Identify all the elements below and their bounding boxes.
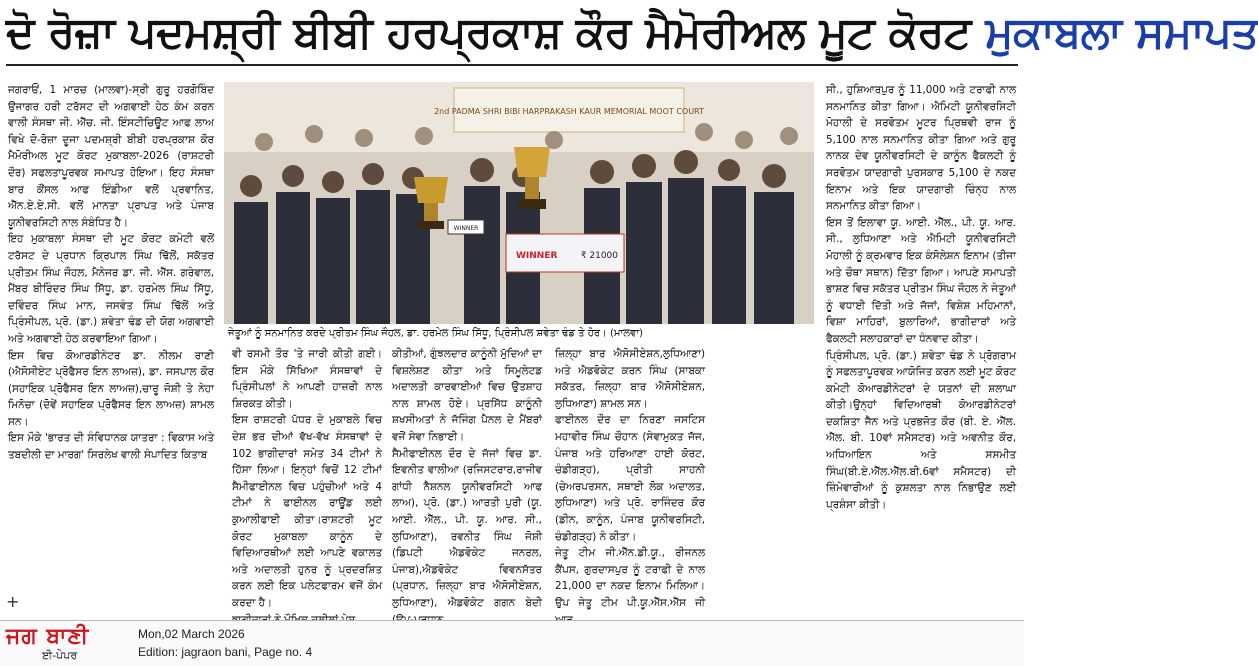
headline-main: ਦੋ ਰੋਜ਼ਾ ਪਦਮਸ਼੍ਰੀ ਬੀਬੀ ਹਰਪ੍ਰਕਾਸ਼ ਕੌਰ ਮੈਮੋਰੀਅਲ ਮੂਟ ਕੋਰਟ [6,8,986,58]
trophy-plate: WINNER [453,225,479,232]
headline-rule [6,64,1018,66]
paragraph: ਸੈਮੀਫਾਈਨਲ ਦੌਰ ਦੇ ਜੱਜਾਂ ਵਿਚ ਡਾ. ਇਵਨੀਤ ਵਾਲੀਆ (ਰਜਿਸਟਰਾਰ,ਰਾਜੀਵ ਗਾਂਧੀ ਨੈਸ਼ਨਲ ਯੂਨੀਵਰਸਿਟੀ ਆਫ ਲਾਅ), ਪ੍ਰੋ. (ਡਾ.) ਆਰਤੀ ਪੁਰੀ (ਯੂ. ਆਈ. ਐੱਲ., ਪੀ. ਯੂ. ਆਰ. ਸੀ., ਲੁਧਿਆਣਾ), ਰਵਨੀਤ ਸਿੰਘ ਜੋਸ਼ੀ (ਡਿਪਟੀ ਐਡਵੋਕੇਟ ਜਨਰਲ, ਪੰਜਾਬ),ਐਡਵੋਕੇਟ ਵਿਵਨਸੱਤਰ (ਪ੍ਰਧਾਨ, ਜ਼ਿਲ੍ਹਾ ਬਾਰ ਐਸੋਸੀਏਸ਼ਨ, ਲੁਧਿਆਣਾ), ਐਡਵੋਕੇਟ ਗਗਨ ਬੇਦੀ [392,447,542,609]
photo-caption: ਜੇਤੂਆਂ ਨੂੰ ਸਨਮਾਨਿਤ ਕਰਦੇ ਪ੍ਰੀਤਮ ਸਿੰਘ ਜੌਹਲ, ਡਾ. ਹਰਮੇਲ ਸਿੰਘ ਸਿੱਧੂ, ਪ੍ਰਿੰਸੀਪਲ ਸ਼ਵੇਤਾ ਢੰਡ ਤੇ ਹੋਰ। (ਮਾਲਵਾ) [228,328,644,339]
headline [6,4,1258,62]
edition-info: Edition: jagraon bani, Page no. 4 [138,645,313,659]
paragraph: ਇਸ ਰਾਸ਼ਟਰੀ ਪੱਧਰ ਦੇ ਮੁਕਾਬਲੇ ਵਿਚ ਦੇਸ਼ ਭਰ ਦੀਆਂ ਵੱਖ-ਵੱਖ ਸੰਸਥਾਵਾਂ ਦੇ 102 ਭਾਗੀਦਾਰਾਂ ਸਮੇਤ 34 ਟੀਮਾਂ ਨੇ ਹਿੱਸਾ ਲਿਆ। ਇਨ੍ਹਾਂ ਵਿਚੋਂ 12 ਟੀਮਾਂ ਸੈਮੀਫਾਈਨਲ ਵਿਚ ਪਹੁੰਚੀਆਂ ਅਤੇ 4 ਟੀਮਾਂ ਨੇ ਫਾਈਨਲ ਰਾਊਂਡ ਲਈ ਕੁਆਲੀਫਾਈ ਕੀਤਾ।ਰਾਸ਼ਟਰੀ ਮੂਟ ਕੋਰਟ ਮੁਕਾਬਲਾ ਕਾਨੂੰਨ ਦੇ ਵਿਦਿਆਰਥੀਆਂ ਲਈ ਆਪਣੇ ਵਕਾਲਤ ਅਤੇ ਅਦਾਲਤੀ ਹੁਨਰ ਨੂੰ ਪ੍ਰਦਰਸ਼ਿਤ ਕਰਨ ਲਈ ਇਕ ਪਲੇਟਫਾਰਮ ਵਜੋਂ ਕੰਮ ਕਰਦਾ ਹੈ। [232,414,382,609]
banner-text: 2nd PADMA SHRI BIBI HARPRAKASH KAUR MEMORIAL MOOT COURT [434,107,704,116]
paragraph: ਇਸ ਤੋਂ ਇਲਾਵਾ ਯੂ. ਆਈ. ਐੱਲ., ਪੀ. ਯੂ. ਆਰ. ਸੀ., ਲੁਧਿਆਣਾ ਅਤੇ ਐਮਿਟੀ ਯੂਨੀਵਰਸਿਟੀ ਮੋਹਾਲੀ ਨੂੰ ਕ੍ਰਮਵਾਰ ਇਕ ਕੰਸੋਲੇਸ਼ਨ ਇਨਾਮ (ਤੀਜਾ ਅਤੇ ਚੌਥਾ ਸਥਾਨ) ਦਿੱਤਾ ਗਿਆ। ਆਪਣੇ ਸਮਾਪਤੀ ਭਾਸ਼ਣ ਵਿਚ ਸਕੱਤਰ ਪ੍ਰੀਤਮ ਸਿੰਘ ਜੌਹਲ ਨੇ ਜੇਤੂਆਂ ਨੂੰ ਵਧਾਈ ਦਿੱਤੀ ਅਤੇ ਜੱਜਾਂ, ਵਿਸ਼ੇਸ਼ ਮਹਿਮਾਨਾਂ, ਵਿਸ਼ਾ ਮਾਹਿਰਾਂ, ਬੁਲਾਰਿਆਂ, ਭਾਗੀਦਾਰਾਂ ਅਤੇ ਫੈਕਲਟੀ ਸਲਾਹਕਾਰਾਂ ਦਾ ਧੰਨਵਾਦ ਕੀਤਾ। [826,216,1016,345]
article-column-2 [232,346,382,614]
cheque-label: WINNER [516,251,558,261]
paragraph: ਕੀਤੀਆਂ, ਗੁੰਝਲਦਾਰ ਕਾਨੂੰਨੀ ਮੁੱਦਿਆਂ ਦਾ ਵਿਸ਼ਲੇਸ਼ਣ ਕੀਤਾ ਅਤੇ ਸਿਮੂਲੇਟਡ ਅਦਾਲਤੀ ਕਾਰਵਾਈਆਂ ਵਿਚ ਉਤਸ਼ਾਹ ਨਾਲ ਸ਼ਾਮਲ ਹੋਏ। ਪ੍ਰਸਿੱਧ ਕਾਨੂੰਨੀ ਸ਼ਖਸੀਅਤਾਂ ਨੇ ਜੱਜਿੰਗ ਪੈਨਲ ਦੇ ਮੈਂਬਰਾਂ ਵਜੋਂ ਸੇਵਾ ਨਿਭਾਈ। [392,348,542,443]
event-photo [224,82,814,324]
paragraph: ਇਸ ਵਿਚ ਕੋਆਰਡੀਨੇਟਰ ਡਾ. ਨੀਲਮ ਰਾਣੀ (ਐਸੋਸੀਏਟ ਪ੍ਰੋਫੈਸਰ ਇਨ ਲਾਅਜ਼), ਡਾ. ਜਸਪਾਲ ਕੌਰ (ਸਹਾਇਕ ਪ੍ਰੋਫੈਸਰ ਇਨ ਲਾਅਜ਼),ਚਾਰੂ ਜੋਸ਼ੀ ਤੇ ਨੇਹਾ ਮਿਨੋਚਾ (ਦੋਵੇਂ ਸਹਾਇਕ ਪ੍ਰੋਫੈਸਰ ਇਨ ਲਾਅਜ਼) ਸ਼ਾਮਲ ਸਨ। [8,349,214,428]
paragraph: ਇਸ ਮੌਕੇ 'ਭਾਰਤ ਦੀ ਸੰਵਿਧਾਨਕ ਯਾਤਰਾ : ਵਿਕਾਸ ਅਤੇ ਤਬਦੀਲੀ ਦਾ ਮਾਰਗ' ਸਿਰਲੇਖ ਵਾਲੀ ਸੰਪਾਦਿਤ ਕਿਤਾਬ [8,432,214,462]
paragraph: ਜ਼ਿਲ੍ਹਾ ਬਾਰ ਐਸੋਸੀਏਸ਼ਨ,ਲੁਧਿਆਣਾ) ਅਤੇ ਐਡਵੋਕੇਟ ਕਰਨ ਸਿੰਘ (ਸਾਬਕਾ ਸਕੱਤਰ, ਜ਼ਿਲ੍ਹਾ ਬਾਰ ਐਸੋਸੀਏਸ਼ਨ, ਲੁਧਿਆਣਾ) ਸ਼ਾਮਲ ਸਨ। [555,348,705,410]
paragraph: ਸੀ., ਹੁਸ਼ਿਆਰਪੁਰ ਨੂੰ 11,000 ਅਤੇ ਟਰਾਫੀ ਨਾਲ ਸਨਮਾਨਿਤ ਕੀਤਾ ਗਿਆ। ਐਮਿਟੀ ਯੂਨੀਵਰਸਿਟੀ ਮੋਹਾਲੀ ਦੇ ਸਰਵੋਤਮ ਮੂਟਰ ਪ੍ਰਿਥਵੀ ਰਾਜ ਨੂੰ 5,100 ਨਾਲ ਸਨਮਾਨਿਤ ਕੀਤਾ ਗਿਆ ਅਤੇ ਗੁਰੂ ਨਾਨਕ ਦੇਵ ਯੂਨੀਵਰਸਿਟੀ ਦੇ ਕਾਨੂੰਨ ਫੈਕਲਟੀ ਨੂੰ ਸਰਵੋਤਮ ਯਾਦਗਾਰੀ ਪੁਰਸਕਾਰ 5,100 ਦੇ ਨਕਦ ਇਨਾਮ ਅਤੇ ਇਕ ਯਾਦਗਾਰੀ ਚਿੰਨ੍ਹ ਨਾਲ ਸਨਮਾਨਿਤ ਕੀਤਾ ਗਿਆ। [826,84,1016,213]
paragraph: ਫਾਈਨਲ ਦੌਰ ਦਾ ਨਿਰਣਾ ਜਸਟਿਸ ਮਹਾਵੀਰ ਸਿੰਘ ਚੌਹਾਨ (ਸੇਵਾਮੁਕਤ ਜੱਜ, ਪੰਜਾਬ ਅਤੇ ਹਰਿਆਣਾ ਹਾਈ ਕੋਰਟ, ਚੰਡੀਗੜ੍ਹ), ਪ੍ਰੀਤੀ ਸਾਹਨੀ (ਚੇਅਰਪਰਸਨ, ਸਥਾਈ ਲੋਕ ਅਦਾਲਤ, ਲੁਧਿਆਣਾ) ਅਤੇ ਪ੍ਰੋ. ਰਾਜਿੰਦਰ ਕੌਰ (ਡੀਨ, ਕਾਨੂੰਨ, ਪੰਜਾਬ ਯੂਨੀਵਰਸਿਟੀ, ਚੰਡੀਗੜ੍ਹ) ਨੇ ਕੀਤਾ। [555,414,705,543]
article-column-4 [555,346,705,614]
photo-illustration [224,82,814,324]
paragraph: ਜੇਤੂ ਟੀਮ ਜੀ.ਐੱਨ.ਡੀ.ਯੂ., ਰੀਜਨਲ ਕੈਂਪਸ, ਗੁਰਦਾਸਪੁਰ ਨੂੰ ਟਰਾਫੀ ਦੇ ਨਾਲ 21,000 ਦਾ ਨਕਦ ਇਨਾਮ ਮਿਲਿਆ। ਉਪ ਜੇਤੂ ਟੀਮ ਪੀ.ਯੂ.ਐੱਸ.ਐੱਸ ਜੀ [555,547,705,609]
article-column-3 [392,346,542,614]
crop-mark-icon: + [6,592,20,611]
headline-accent: ਮੁਕਾਬਲਾ ਸਮਾਪਤ [985,8,1258,58]
paragraph: ਵੀ ਰਸਮੀ ਤੌਰ 'ਤੇ ਜਾਰੀ ਕੀਤੀ ਗਈ। ਇਸ ਮੌਕੇ ਸਿੱਖਿਆ ਸੰਸਥਾਵਾਂ ਦੇ ਪ੍ਰਿੰਸੀਪਲਾਂ ਨੇ ਆਪਣੀ ਹਾਜ਼ਰੀ ਨਾਲ ਸ਼ਿਰਕਤ ਕੀਤੀ। [232,348,382,410]
paragraph: ਪ੍ਰਿੰਸੀਪਲ, ਪ੍ਰੋ. (ਡਾ.) ਸ਼ਵੇਤਾ ਢੰਡ ਨੇ ਪ੍ਰੋਗਰਾਮ ਨੂੰ ਸਫਲਤਾਪੂਰਵਕ ਆਯੋਜਿਤ ਕਰਨ ਲਈ ਮੂਟ ਕੋਰਟ ਕਮੇਟੀ ਕੋਆਰਡੀਨੇਟਰਾਂ ਦੇ ਯਤਨਾਂ ਦੀ ਸ਼ਲਾਘਾ ਕੀਤੀ।ਉਨ੍ਹਾਂ ਵਿਦਿਆਰਥੀ ਕੋਆਰਡੀਨੇਟਰਾਂ ਦਕਸ਼ਿਤਾ ਜੈਨ ਅਤੇ ਪ੍ਰਭਜੋਤ ਕੌਰ (ਬੀ. ਏ. ਐੱਲ. ਐੱਲ. ਬੀ. 10ਵਾਂ ਸਮੈਸਟਰ) ਅਤੇ ਅਵਨੀਤ ਕੌਰ, ਅਧਿਆਇਨ ਅਤੇ ਸਸਮੀਤ ਸਿੰਘ(ਬੀ.ਏ.ਐੱਲ.ਐੱਲ.ਬੀ.6ਵਾਂ ਸਮੈਸਟਰ) ਦੀ ਜ਼ਿੰਮੇਵਾਰੀਆਂ ਨੂੰ ਕੁਸ਼ਲਤਾ ਨਾਲ ਨਿਭਾਉਣ ਲਈ ਪ੍ਰਸ਼ੰਸਾ ਕੀਤੀ। [826,349,1016,511]
cheque-amount: ₹ 21000 [580,251,618,261]
paragraph: ਇਹ ਮੁਕਾਬਲਾ ਸੰਸਥਾ ਦੀ ਮੂਟ ਕੋਰਟ ਕਮੇਟੀ ਵਲੋਂ ਟਰੱਸਟ ਦੇ ਪ੍ਰਧਾਨ ਕ੍ਰਿਪਾਲ ਸਿੰਘ ਢਿੱਲੋਂ, ਸਕੱਤਰ ਪ੍ਰੀਤਮ ਸਿੰਘ ਜੌਹਲ, ਮੈਨੇਜਰ ਡਾ. ਜੀ. ਐੱਸ. ਗਰੇਵਾਲ, ਮੈਂਬਰ ਬੀਰਿੰਦਰ ਸਿੰਘ ਸਿੱਧੂ, ਡਾ. ਹਰਮੇਲ ਸਿੰਘ ਸਿੱਧੂ, ਦਵਿੰਦਰ ਸਿੰਘ ਮਾਨ, ਜਸਵੰਤ ਸਿੰਘ ਢਿੱਲੋਂ ਅਤੇ ਪ੍ਰਿੰਸੀਪਲ, ਪ੍ਰੋ. (ਡਾ.) ਸ਼ਵੇਤਾ ਢੰਡ ਦੀ ਯੋਗ ਅਗਵਾਈ ਅਤੇ ਅਗਵਾਈ ਹੇਠ ਕਰਵਾਇਆ ਗਿਆ। [8,233,214,345]
edition-date: Mon,02 March 2026 [138,627,245,641]
footer-bar [0,620,1024,666]
article-column-6 [826,82,1016,612]
article-column-1 [8,82,214,612]
logo-subtitle: ਈ-ਪੇਪਰ [42,649,78,662]
newspaper-logo[interactable] [6,625,126,663]
logo-title: ਜਗ ਬਾਣੀ [6,624,90,649]
paragraph: ਜਗਰਾਓਂ, 1 ਮਾਰਚ (ਮਾਲਵਾ)-ਸ੍ਰੀ ਗੁਰੂ ਹਰਗੋਬਿੰਦ ਉਜਾਗਰ ਹਰੀ ਟਰੱਸਟ ਦੀ ਅਗਵਾਈ ਹੇਠ ਕੰਮ ਕਰਨ ਵਾਲੀ ਸੰਸਥਾ ਜੀ. ਐੱਚ. ਜੀ. ਇੰਸਟੀਚਿਊਟ ਆਫ ਲਾਅ ਵਿਖੇ ਦੋ-ਰੋਜ਼ਾ ਦੂਜਾ ਪਦਮਸ਼੍ਰੀ ਬੀਬੀ ਹਰਪ੍ਰਕਾਸ਼ ਕੌਰ ਮੈਮੋਰੀਅਲ ਮੂਟ ਕੋਰਟ ਮੁਕਾਬਲਾ-2026 (ਰਾਸ਼ਟਰੀ ਦੌਰ) ਸਫਲਤਾਪੂਰਵਕ ਸਮਾਪਤ ਹੋਇਆ। ਇਹ ਸੰਸਥਾ ਬਾਰ ਕੌਂਸਲ ਆਫ ਇੰਡੀਆ ਵਲੋਂ ਪ੍ਰਵਾਨਿਤ, ਐੱਨ.ਏ.ਏ.ਸੀ. ਵਲੋਂ ਮਾਨਤਾ ਪ੍ਰਾਪਤ ਅਤੇ ਪੰਜਾਬ ਯੂਨੀਵਰਸਿਟੀ ਨਾਲ ਸੰਬੰਧਿਤ ਹੈ। [8,84,214,229]
